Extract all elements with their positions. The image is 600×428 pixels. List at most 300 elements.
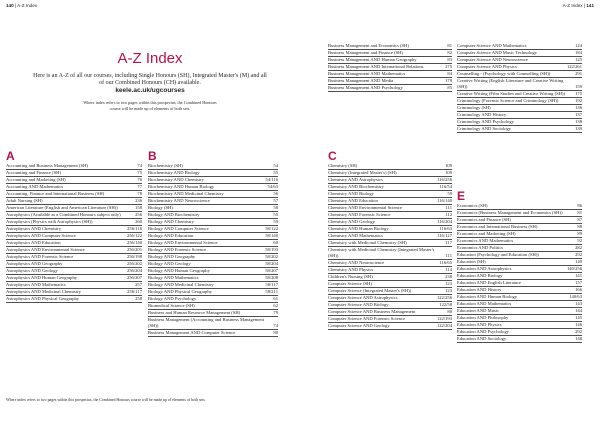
entry-page-ref: 157 bbox=[575, 280, 582, 286]
index-entry bbox=[457, 43, 582, 50]
entry-page-ref: 81 bbox=[577, 210, 582, 216]
index-entry bbox=[148, 240, 278, 247]
entry-page-ref: 175 bbox=[575, 91, 582, 96]
entry-title: Accounting and Business Management (SH) bbox=[6, 163, 88, 169]
entry-page-ref: 139 bbox=[575, 126, 582, 131]
index-entry bbox=[148, 254, 278, 261]
entry-title: Economics AND Mathematics bbox=[457, 238, 514, 244]
entry-title: Chemistry with Medicinal Chemistry (Integrated Master's (SH)) bbox=[328, 247, 435, 258]
index-entry bbox=[148, 170, 278, 177]
index-entry bbox=[457, 224, 582, 231]
entry-page-ref: 83 bbox=[447, 57, 452, 63]
entry-title: Education AND English Literature bbox=[457, 280, 521, 286]
entry-title: Education (SH) bbox=[457, 259, 486, 265]
index-entry bbox=[328, 281, 452, 288]
entry-title: Chemistry (Integrated Master's) (SH) bbox=[328, 170, 397, 176]
index-entry bbox=[328, 191, 452, 198]
entry-title: Creative Writing (Film Studies and Creative Writing (SH)) bbox=[457, 91, 566, 96]
index-column-b bbox=[148, 150, 278, 337]
entry-page-ref: 116/204 bbox=[437, 219, 452, 225]
index-entry bbox=[457, 112, 582, 119]
entry-page-ref: 256/122 bbox=[126, 233, 142, 239]
index-entry bbox=[148, 233, 278, 240]
entry-page-ref: 55 bbox=[273, 170, 278, 176]
index-entry bbox=[6, 184, 142, 191]
entry-page-ref: 122/204 bbox=[436, 323, 452, 328]
index-entry bbox=[457, 98, 582, 105]
entry-title: Computer Science AND Neuroscience bbox=[457, 57, 528, 63]
entry-page-ref: 122/256 bbox=[436, 295, 452, 300]
entry-page-ref: 57 bbox=[273, 198, 278, 204]
entry-title: Business Management AND International Relations bbox=[328, 64, 424, 70]
entry-page-ref: 112 bbox=[445, 212, 452, 218]
entry-page-ref: 256/198 bbox=[126, 254, 142, 260]
entry-page-ref: 82 bbox=[447, 50, 452, 56]
entry-title: Economics (SH) bbox=[457, 203, 488, 209]
entry-page-ref: 275 bbox=[445, 64, 452, 70]
index-entry bbox=[457, 245, 582, 252]
entry-title: Biochemistry (SH) bbox=[148, 163, 183, 169]
page-number: 140 bbox=[6, 3, 14, 8]
index-entry bbox=[457, 259, 582, 266]
entry-page-ref: 292 bbox=[575, 252, 582, 258]
entry-title: Chemistry AND Neuroscience bbox=[328, 260, 385, 265]
entry-title: American Literature (English and American Literature (SH)) bbox=[6, 205, 118, 211]
entry-title: Business Management AND Human Geography bbox=[328, 57, 417, 63]
entry-page-ref: 116/127 bbox=[437, 233, 452, 239]
entry-page-ref: 123 bbox=[445, 288, 452, 293]
section-letter: B bbox=[148, 149, 157, 163]
entry-title: Business Management and Economics (SH) bbox=[328, 43, 409, 49]
index-column-a bbox=[6, 150, 142, 303]
entry-page-ref: 109 bbox=[445, 170, 452, 176]
index-entry bbox=[148, 226, 278, 233]
index-entry bbox=[6, 212, 142, 219]
entry-page-ref: 137 bbox=[575, 112, 582, 117]
entry-page-ref: 144 bbox=[575, 308, 582, 314]
entry-title: Economics and Marketing (SH) bbox=[457, 231, 516, 237]
entry-page-ref: 146 bbox=[575, 322, 582, 328]
index-entry bbox=[328, 170, 452, 177]
entry-title: Biochemistry AND Biology bbox=[148, 170, 200, 176]
entry-title: Education (Psychology and Education (SH)) bbox=[457, 252, 539, 258]
index-entry bbox=[148, 198, 278, 205]
page-title: A-Z Index bbox=[117, 50, 183, 67]
section-letter: C bbox=[328, 149, 337, 163]
entry-page-ref: 75 bbox=[137, 170, 142, 176]
entry-title: Computer Science (SH) bbox=[328, 281, 372, 286]
entry-page-ref: 257 bbox=[135, 282, 142, 288]
index-entry bbox=[457, 78, 582, 91]
entry-page-ref: 80 bbox=[447, 309, 452, 314]
index-entry bbox=[148, 275, 278, 282]
entry-page-ref: 76 bbox=[137, 177, 142, 183]
index-entry bbox=[457, 64, 582, 71]
entry-page-ref: 81 bbox=[447, 43, 452, 49]
entry-title: Criminology (Forensic Science and Criminology (SH)) bbox=[457, 98, 559, 103]
entry-title: Education AND Psychology bbox=[457, 329, 510, 335]
index-entry bbox=[6, 282, 142, 289]
entry-title: Chemistry AND Forensic Science bbox=[328, 212, 391, 218]
index-entry bbox=[6, 163, 142, 170]
index-entry bbox=[328, 309, 452, 316]
entry-page-ref: 256/204 bbox=[126, 268, 142, 274]
entry-title: Chemistry AND Environmental Science bbox=[328, 205, 402, 211]
index-entry bbox=[328, 64, 452, 71]
entry-title: Chemistry AND Biochemistry bbox=[328, 184, 384, 190]
entry-title: Biochemistry AND Chemistry bbox=[148, 177, 204, 183]
entry-page-ref: 117 bbox=[445, 240, 452, 246]
entry-page-ref: 59 bbox=[447, 191, 452, 197]
entry-page-ref: 116/65 bbox=[439, 260, 452, 265]
entry-page-ref: 148 bbox=[575, 336, 582, 342]
index-entry bbox=[457, 71, 582, 78]
index-entry bbox=[148, 247, 278, 254]
index-entry bbox=[148, 177, 278, 184]
index-entry bbox=[328, 233, 452, 240]
index-column-e bbox=[457, 190, 582, 343]
entry-page-ref: 78 bbox=[137, 191, 142, 197]
index-entry bbox=[148, 310, 278, 317]
entry-title: Children's Nursing (SH) bbox=[328, 274, 373, 279]
entry-page-ref: 54/116 bbox=[265, 177, 278, 183]
index-entry bbox=[457, 91, 582, 98]
entry-title: Computer Science AND Geology bbox=[328, 323, 390, 328]
index-entry bbox=[457, 231, 582, 238]
index-entry bbox=[6, 240, 142, 247]
entry-title: Computer Science AND Music Technology bbox=[457, 50, 537, 56]
index-entry bbox=[148, 205, 278, 212]
entry-page-ref: 256/207 bbox=[126, 275, 142, 281]
index-entry bbox=[6, 233, 142, 240]
entry-title: Astrophysics AND Medicinal Chemistry bbox=[6, 289, 81, 295]
index-entry bbox=[457, 315, 582, 322]
entry-title: Astrophysics AND Computer Science bbox=[6, 233, 76, 239]
entry-title: Biology AND Chemistry bbox=[148, 219, 194, 225]
entry-page-ref: 140 bbox=[575, 259, 582, 265]
entry-title: Accounting, Finance and International Business (SH) bbox=[6, 191, 105, 197]
entry-page-ref: 125 bbox=[575, 57, 582, 63]
index-entry bbox=[148, 330, 278, 337]
index-column-c-continued bbox=[457, 43, 582, 133]
index-entry bbox=[457, 308, 582, 315]
entry-title: Biology AND Computer Science bbox=[148, 226, 209, 232]
index-entry bbox=[328, 85, 452, 92]
index-entry bbox=[328, 226, 452, 233]
index-entry bbox=[328, 316, 452, 323]
index-entry bbox=[6, 226, 142, 233]
intro-text: Here is an A-Z of all our courses, including Single Honours (SH), Integrated Master's (M) and all of our Combined Honours (CH) available. bbox=[33, 73, 267, 87]
index-column-b-continued bbox=[328, 43, 452, 92]
entry-page-ref: 111 bbox=[445, 253, 452, 258]
index-entry bbox=[148, 184, 278, 191]
running-head-right: A-Z Index | 141 bbox=[562, 3, 594, 8]
entry-page-ref: 179 bbox=[445, 78, 452, 84]
entry-title: Business Management (Accounting and Business Management (SH)) bbox=[148, 317, 264, 328]
section-letter: A bbox=[6, 149, 15, 163]
index-entry bbox=[328, 184, 452, 191]
index-entry bbox=[328, 323, 452, 330]
entry-title: Accounting AND Mathematics bbox=[6, 184, 64, 190]
entry-title: Adult Nursing (SH) bbox=[6, 198, 43, 204]
entry-title: Accounting and Finance (SH) bbox=[6, 170, 61, 176]
entry-page-ref: 89 bbox=[577, 231, 582, 237]
index-entry bbox=[148, 163, 278, 170]
entry-page-ref: 258 bbox=[135, 296, 142, 302]
entry-page-ref: 236 bbox=[135, 198, 142, 204]
entry-page-ref: 58/207 bbox=[265, 268, 278, 274]
index-entry bbox=[457, 50, 582, 57]
index-entry bbox=[6, 205, 142, 212]
entry-page-ref: 58/204 bbox=[265, 261, 278, 267]
index-entry bbox=[457, 252, 582, 259]
entry-title: Education AND Physics bbox=[457, 322, 502, 328]
index-entry bbox=[457, 266, 582, 273]
entry-page-ref: 116/63 bbox=[439, 226, 452, 232]
index-entry bbox=[457, 301, 582, 308]
entry-page-ref: 256/117 bbox=[127, 289, 142, 295]
entry-title: Education AND Astrophysics bbox=[457, 266, 512, 272]
index-entry bbox=[457, 336, 582, 343]
entry-list bbox=[457, 43, 582, 133]
entry-title: Biomedical Science (SH) bbox=[148, 303, 195, 309]
entry-title: Biochemistry AND Human Biology bbox=[148, 184, 215, 190]
index-entry bbox=[328, 274, 452, 281]
entry-page-ref: 92 bbox=[577, 238, 582, 244]
index-entry bbox=[328, 78, 452, 85]
index-entry bbox=[148, 261, 278, 268]
index-entry bbox=[328, 302, 452, 309]
entry-title: Astrophysics AND Education bbox=[6, 240, 61, 246]
courses-link[interactable]: keele.ac.uk/ugcourses bbox=[115, 87, 185, 95]
entry-page-ref: 159 bbox=[575, 84, 582, 89]
right-page bbox=[300, 0, 600, 428]
entry-title: Business Management AND Computer Science bbox=[148, 330, 236, 335]
index-entry bbox=[328, 57, 452, 64]
entry-title: Biochemistry AND Medicinal Chemistry bbox=[148, 191, 224, 197]
entry-title: Astrophysics (Physics with Astrophysics (SH)) bbox=[6, 219, 93, 225]
entry-title: Criminology (SH) bbox=[457, 105, 491, 110]
entry-title: Chemistry AND Mathematics bbox=[328, 233, 383, 239]
entry-page-ref: 74 bbox=[273, 323, 278, 328]
entry-page-ref: 58 bbox=[273, 205, 278, 211]
index-entry bbox=[328, 212, 452, 219]
entry-page-ref: 140/63 bbox=[569, 294, 582, 300]
entry-title: Computer Science AND Astrophysics bbox=[328, 295, 398, 300]
entry-page-ref: 124 bbox=[575, 43, 582, 49]
entry-title: Chemistry (SH) bbox=[328, 163, 358, 169]
entry-page-ref: 61 bbox=[273, 296, 278, 302]
index-entry bbox=[328, 247, 452, 260]
entry-page-ref: 116/140 bbox=[437, 198, 452, 204]
index-entry bbox=[328, 205, 452, 212]
entry-page-ref: 109 bbox=[445, 163, 452, 169]
entry-title: Chemistry AND Education bbox=[328, 198, 378, 204]
entry-title: Education AND History bbox=[457, 287, 502, 293]
entry-title: Biochemistry AND Neuroscience bbox=[148, 198, 210, 204]
index-entry bbox=[457, 287, 582, 294]
entry-title: Business Management AND Mathematics bbox=[328, 71, 406, 77]
index-entry bbox=[148, 296, 278, 303]
entry-title: Chemistry AND Physics bbox=[328, 267, 374, 272]
entry-page-ref: 74 bbox=[137, 163, 142, 169]
index-entry bbox=[148, 289, 278, 296]
entry-title: Chemistry AND Biology bbox=[328, 191, 374, 197]
entry-page-ref: 292 bbox=[575, 329, 582, 335]
index-column-c bbox=[328, 150, 452, 330]
entry-page-ref: 260 bbox=[135, 219, 142, 225]
index-entry bbox=[328, 43, 452, 50]
entry-title: Biology AND Education bbox=[148, 233, 194, 239]
entry-title: Astrophysics AND Geography bbox=[6, 261, 63, 267]
index-entry bbox=[6, 261, 142, 268]
index-entry bbox=[457, 57, 582, 64]
index-entry bbox=[6, 268, 142, 275]
entry-title: Business and Human Resource Management (SH) bbox=[148, 310, 241, 316]
entry-page-ref: 84 bbox=[447, 71, 452, 77]
entry-title: Criminology AND History bbox=[457, 112, 507, 117]
entry-title: Economics (Business Management and Economics (SH)) bbox=[457, 210, 563, 216]
index-entry bbox=[328, 50, 452, 57]
index-entry bbox=[328, 260, 452, 267]
entry-title: Economics AND Politics bbox=[457, 245, 504, 251]
entry-title: Biology AND Geology bbox=[148, 261, 191, 267]
entry-page-ref: 58/117 bbox=[265, 282, 278, 288]
entry-title: Biology AND Environmental Science bbox=[148, 240, 218, 246]
entry-title: Astrophysics AND Forensic Science bbox=[6, 254, 74, 260]
entry-page-ref: 238 bbox=[445, 274, 452, 279]
entry-title: Biology AND Human Geography bbox=[148, 268, 210, 274]
index-entry bbox=[328, 71, 452, 78]
entry-title: Economics and International Business (SH) bbox=[457, 224, 538, 230]
entry-page-ref: 54 bbox=[273, 163, 278, 169]
entry-page-ref: 116/256 bbox=[437, 177, 452, 183]
entry-page-ref: 79 bbox=[273, 310, 278, 316]
index-entry bbox=[6, 177, 142, 184]
index-entry bbox=[457, 329, 582, 336]
entry-title: Biology AND Biochemistry bbox=[148, 212, 200, 218]
entry-title: Business Management AND Psychology bbox=[328, 85, 403, 91]
entry-title: Chemistry AND Human Biology bbox=[328, 226, 389, 232]
index-entry bbox=[148, 303, 278, 310]
index-entry bbox=[148, 212, 278, 219]
entry-title: Astrophysics AND Geology bbox=[6, 268, 58, 274]
entry-page-ref: 122/58 bbox=[439, 302, 452, 307]
entry-page-ref: 122/261 bbox=[566, 64, 582, 70]
entry-title: Biology AND Forensic Science bbox=[148, 247, 207, 253]
index-entry bbox=[6, 254, 142, 261]
index-entry bbox=[6, 198, 142, 205]
entry-list bbox=[6, 163, 142, 303]
entry-page-ref: 58/193 bbox=[265, 247, 278, 253]
entry-title: Biology AND Geography bbox=[148, 254, 196, 260]
entry-page-ref: 87 bbox=[577, 217, 582, 223]
index-entry bbox=[6, 247, 142, 254]
entry-page-ref: 282 bbox=[575, 245, 582, 251]
entry-page-ref: 59 bbox=[273, 219, 278, 225]
index-entry bbox=[328, 198, 452, 205]
entry-list bbox=[457, 203, 582, 343]
entry-title: Education AND Human Biology bbox=[457, 294, 518, 300]
entry-list bbox=[328, 43, 452, 92]
index-entry bbox=[328, 219, 452, 226]
index-entry bbox=[6, 219, 142, 226]
index-entry bbox=[148, 191, 278, 198]
entry-title: Biology AND Psychology bbox=[148, 296, 197, 302]
index-entry bbox=[148, 268, 278, 275]
entry-title: Computer Science AND Business Management bbox=[328, 309, 416, 314]
entry-page-ref: 256/201 bbox=[126, 247, 142, 253]
entry-title: Economics and Finance (SH) bbox=[457, 217, 511, 223]
index-entry bbox=[328, 288, 452, 295]
index-entry bbox=[328, 295, 452, 302]
entry-page-ref: 88 bbox=[577, 224, 582, 230]
entry-title: Astrophysics AND Mathematics bbox=[6, 282, 66, 288]
entry-page-ref: 141 bbox=[575, 273, 582, 279]
entry-page-ref: 77 bbox=[137, 184, 142, 190]
entry-page-ref: 145 bbox=[575, 315, 582, 321]
index-entry bbox=[457, 294, 582, 301]
entry-page-ref: 80 bbox=[273, 330, 278, 335]
entry-page-ref: 123 bbox=[445, 281, 452, 286]
index-entry bbox=[457, 322, 582, 329]
entry-page-ref: 114 bbox=[445, 267, 452, 272]
entry-page-ref: 85 bbox=[447, 85, 452, 91]
entry-page-ref: 143 bbox=[575, 301, 582, 307]
index-entry bbox=[6, 170, 142, 177]
entry-page-ref: 138 bbox=[575, 119, 582, 124]
entry-title: Counselling - (Psychology with Counselling (SH)) bbox=[457, 71, 551, 77]
index-entry bbox=[328, 267, 452, 274]
entry-page-ref: 116/54 bbox=[439, 184, 452, 190]
entry-page-ref: 256/202 bbox=[126, 261, 142, 267]
index-entry bbox=[6, 191, 142, 198]
entry-page-ref: 256/116 bbox=[127, 226, 142, 232]
entry-title: Chemistry AND Astrophysics bbox=[328, 177, 383, 183]
index-entry bbox=[457, 210, 582, 217]
entry-title: Astrophysics AND Chemistry bbox=[6, 226, 62, 232]
entry-title: Chemistry with Medicinal Chemistry (SH) bbox=[328, 240, 407, 246]
entry-title: Creative Writing (English Literature and Creative Writing (SH)) bbox=[457, 78, 564, 89]
entry-title: Astrophysics AND Physical Geography bbox=[6, 296, 80, 302]
entry-title: Computer Science (Integrated Master's (SH)) bbox=[328, 288, 412, 293]
index-entry bbox=[328, 163, 452, 170]
entry-page-ref: 58/122 bbox=[265, 226, 278, 232]
entry-title: Astrophysics (Available as a Combined Honours subject only) bbox=[6, 212, 121, 218]
running-head-section: A-Z Index bbox=[17, 3, 38, 8]
entry-title: Chemistry AND Geology bbox=[328, 219, 375, 225]
entry-title: Astrophysics AND Environmental Science bbox=[6, 247, 85, 253]
entry-page-ref: 62 bbox=[273, 303, 278, 309]
index-entry bbox=[6, 296, 142, 303]
entry-page-ref: 54/63 bbox=[267, 184, 278, 190]
running-head-left: 140 | A-Z Index bbox=[6, 3, 38, 8]
entry-page-ref: 58/140 bbox=[265, 233, 278, 239]
entry-title: Business Management AND Media bbox=[328, 78, 394, 84]
entry-title: Criminology AND Sociology bbox=[457, 126, 512, 131]
entry-title: Computer Science AND Forensic Science bbox=[328, 316, 406, 321]
page-number: 141 bbox=[586, 3, 594, 8]
entry-title: Education AND Sociology bbox=[457, 336, 507, 342]
entry-page-ref: 256 bbox=[135, 212, 142, 218]
entry-page-ref: 192 bbox=[575, 98, 582, 103]
index-entry bbox=[457, 217, 582, 224]
entry-title: Education AND Music bbox=[457, 308, 500, 314]
entry-page-ref: 166 bbox=[575, 287, 582, 293]
entry-page-ref: 58/208 bbox=[265, 275, 278, 281]
index-entry bbox=[6, 289, 142, 296]
entry-title: Accounting and Marketing (SH) bbox=[6, 177, 66, 183]
